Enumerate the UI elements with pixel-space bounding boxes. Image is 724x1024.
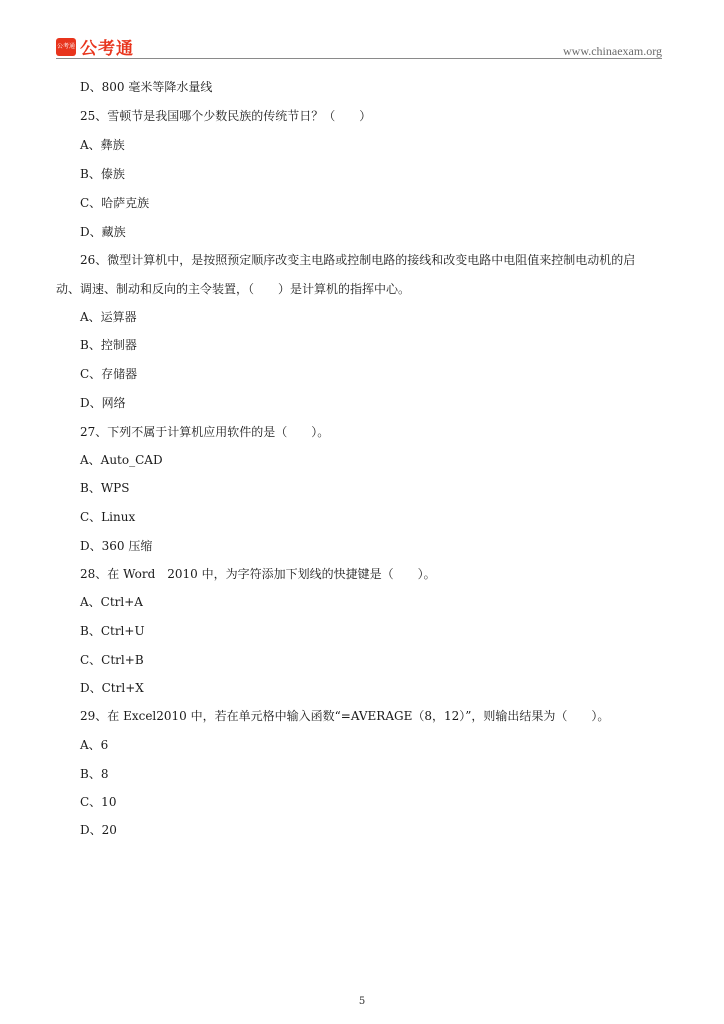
option-d-q26: D、网络 [80,396,126,410]
option-d-q28: D、Ctrl+X [80,681,144,695]
question-26: 26、微型计算机中，是按照预定顺序改变主电路或控制电路的接线和改变电路中电阻值来控制电动机的启 [80,253,636,267]
page-number: 5 [358,996,366,1007]
option-d-q27: D、360 压缩 [80,539,153,553]
page-header [56,34,662,58]
logo-text: 公考通 [80,39,134,59]
option-b-q27: B、WPS [80,481,130,495]
question-25: 25、雪顿节是我国哪个少数民族的传统节日？（ ） [80,109,372,123]
logo-badge-icon: 公考通 [56,38,76,56]
question-29: 29、在 Excel2010 中，若在单元格中输入函数“=AVERAGE（8，12）”，则输出结果为（ ）。 [80,709,610,723]
option-b-q29: B、8 [80,767,109,781]
option-c-q25: C、哈萨克族 [80,196,150,210]
logo [56,34,134,59]
option-a-q27: A、Auto_CAD [80,453,163,467]
option-a-q28: A、Ctrl+A [80,595,143,609]
question-27: 27、下列不属于计算机应用软件的是（ ）。 [80,425,330,439]
option-d-q29: D、20 [80,823,117,837]
option-b-q26: B、控制器 [80,338,137,352]
option-c-q29: C、10 [80,795,117,809]
option-d-q24: D、800 毫米等降水量线 [80,80,213,94]
option-a-q29: A、6 [80,738,109,752]
option-c-q26: C、存储器 [80,367,138,381]
option-b-q25: B、傣族 [80,167,125,181]
option-d-q25: D、藏族 [80,225,126,239]
site-url: www.chinaexam.org [563,44,662,58]
header-divider [56,58,662,59]
option-c-q28: C、Ctrl+B [80,653,144,667]
question-26-continued: 动、调速、制动和反向的主令装置，（ ）是计算机的指挥中心。 [56,282,411,296]
question-28: 28、在 Word 2010 中，为字符添加下划线的快捷键是（ ）。 [80,567,436,581]
option-a-q26: A、运算器 [80,310,137,324]
option-b-q28: B、Ctrl+U [80,624,145,638]
option-c-q27: C、Linux [80,510,136,524]
option-a-q25: A、彝族 [80,138,125,152]
